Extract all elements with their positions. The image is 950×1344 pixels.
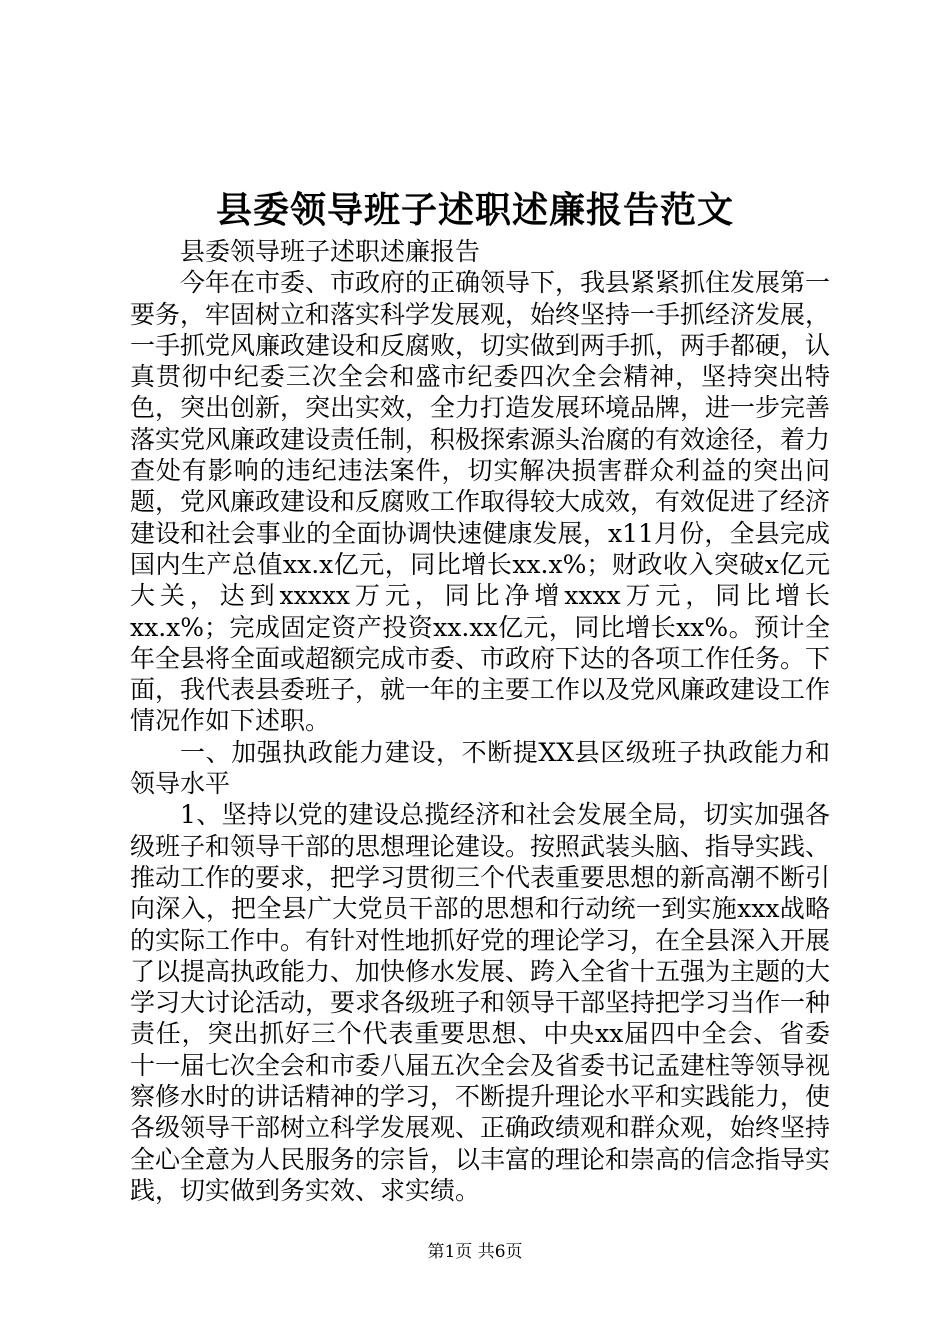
intro-paragraph: 今年在市委、市政府的正确领导下，我县紧紧抓住发展第一要务，牢固树立和落实科学发展观，始终坚持一手抓经济发展，一手抓党风廉政建设和反腐败，切实做到两手抓，两手都硬，认真贯彻中纪委三次全会和盛市纪委四次全会精神，坚持突出特色，突出创新，突出实效，全力打造发展环境品牌，进一步完善落实党风廉政建设责任制，积极探索源头治腐的有效途径，着力查处有影响的违纪违法案件，切实解决损害群众利益的突出问题，党风廉政建设和反腐败工作取得较大成效，有效促进了经济建设和社会事业的全面协调快速健康发展，x11月份，全县完成国内生产总值xx.x亿元，同比增长xx.x%；财政收入突破x亿元大关，达到xxxxx万元，同比净增xxxx万元，同比增长xx.x%；完成固定资产投资xx.xx亿元，同比增长xx%。预计全年全县将全面或超额完成市委、市政府下达的各项工作任务。下面，我代表县委班子，就一年的主要工作以及党风廉政建设工作情况作如下述职。 <box>130 268 831 736</box>
section-paragraph: 1、坚持以党的建设总揽经济和社会发展全局，切实加强各级班子和领导干部的思想理论建设。按照武装头脑、指导实践、推动工作的要求，把学习贯彻三个代表重要思想的新高潮不断引向深入，把全县广大党员干部的思想和行动统一到实施xxx战略的实际工作中。有针对性地抓好党的理论学习，在全县深入开展了以提高执政能力、加快修水发展、跨入全省十五强为主题的大学习大讨论活动，要求各级班子和领导干部坚持把学习当作一种责任，突出抓好三个代表重要思想、中央xx届四中全会、省委十一届七次全会和市委八届五次全会及省委书记孟建柱等领导视察修水时的讲话精神的学习，不断提升理论水平和实践能力，使各级领导干部树立科学发展观、正确政绩观和群众观，始终坚持全心全意为人民服务的宗旨，以丰富的理论和崇高的信念指导实践，切实做到务实效、求实绩。 <box>130 800 831 1205</box>
section-heading: 一、加强执政能力建设，不断提XX县区级班子执政能力和领导水平 <box>130 737 830 799</box>
document-body <box>130 236 830 1206</box>
document-title: 县委领导班子述职述廉报告范文 <box>215 189 734 231</box>
report-subtitle: 县委领导班子述职述廉报告 <box>180 237 481 266</box>
page-number: 第1页 共6页 <box>427 1242 523 1262</box>
